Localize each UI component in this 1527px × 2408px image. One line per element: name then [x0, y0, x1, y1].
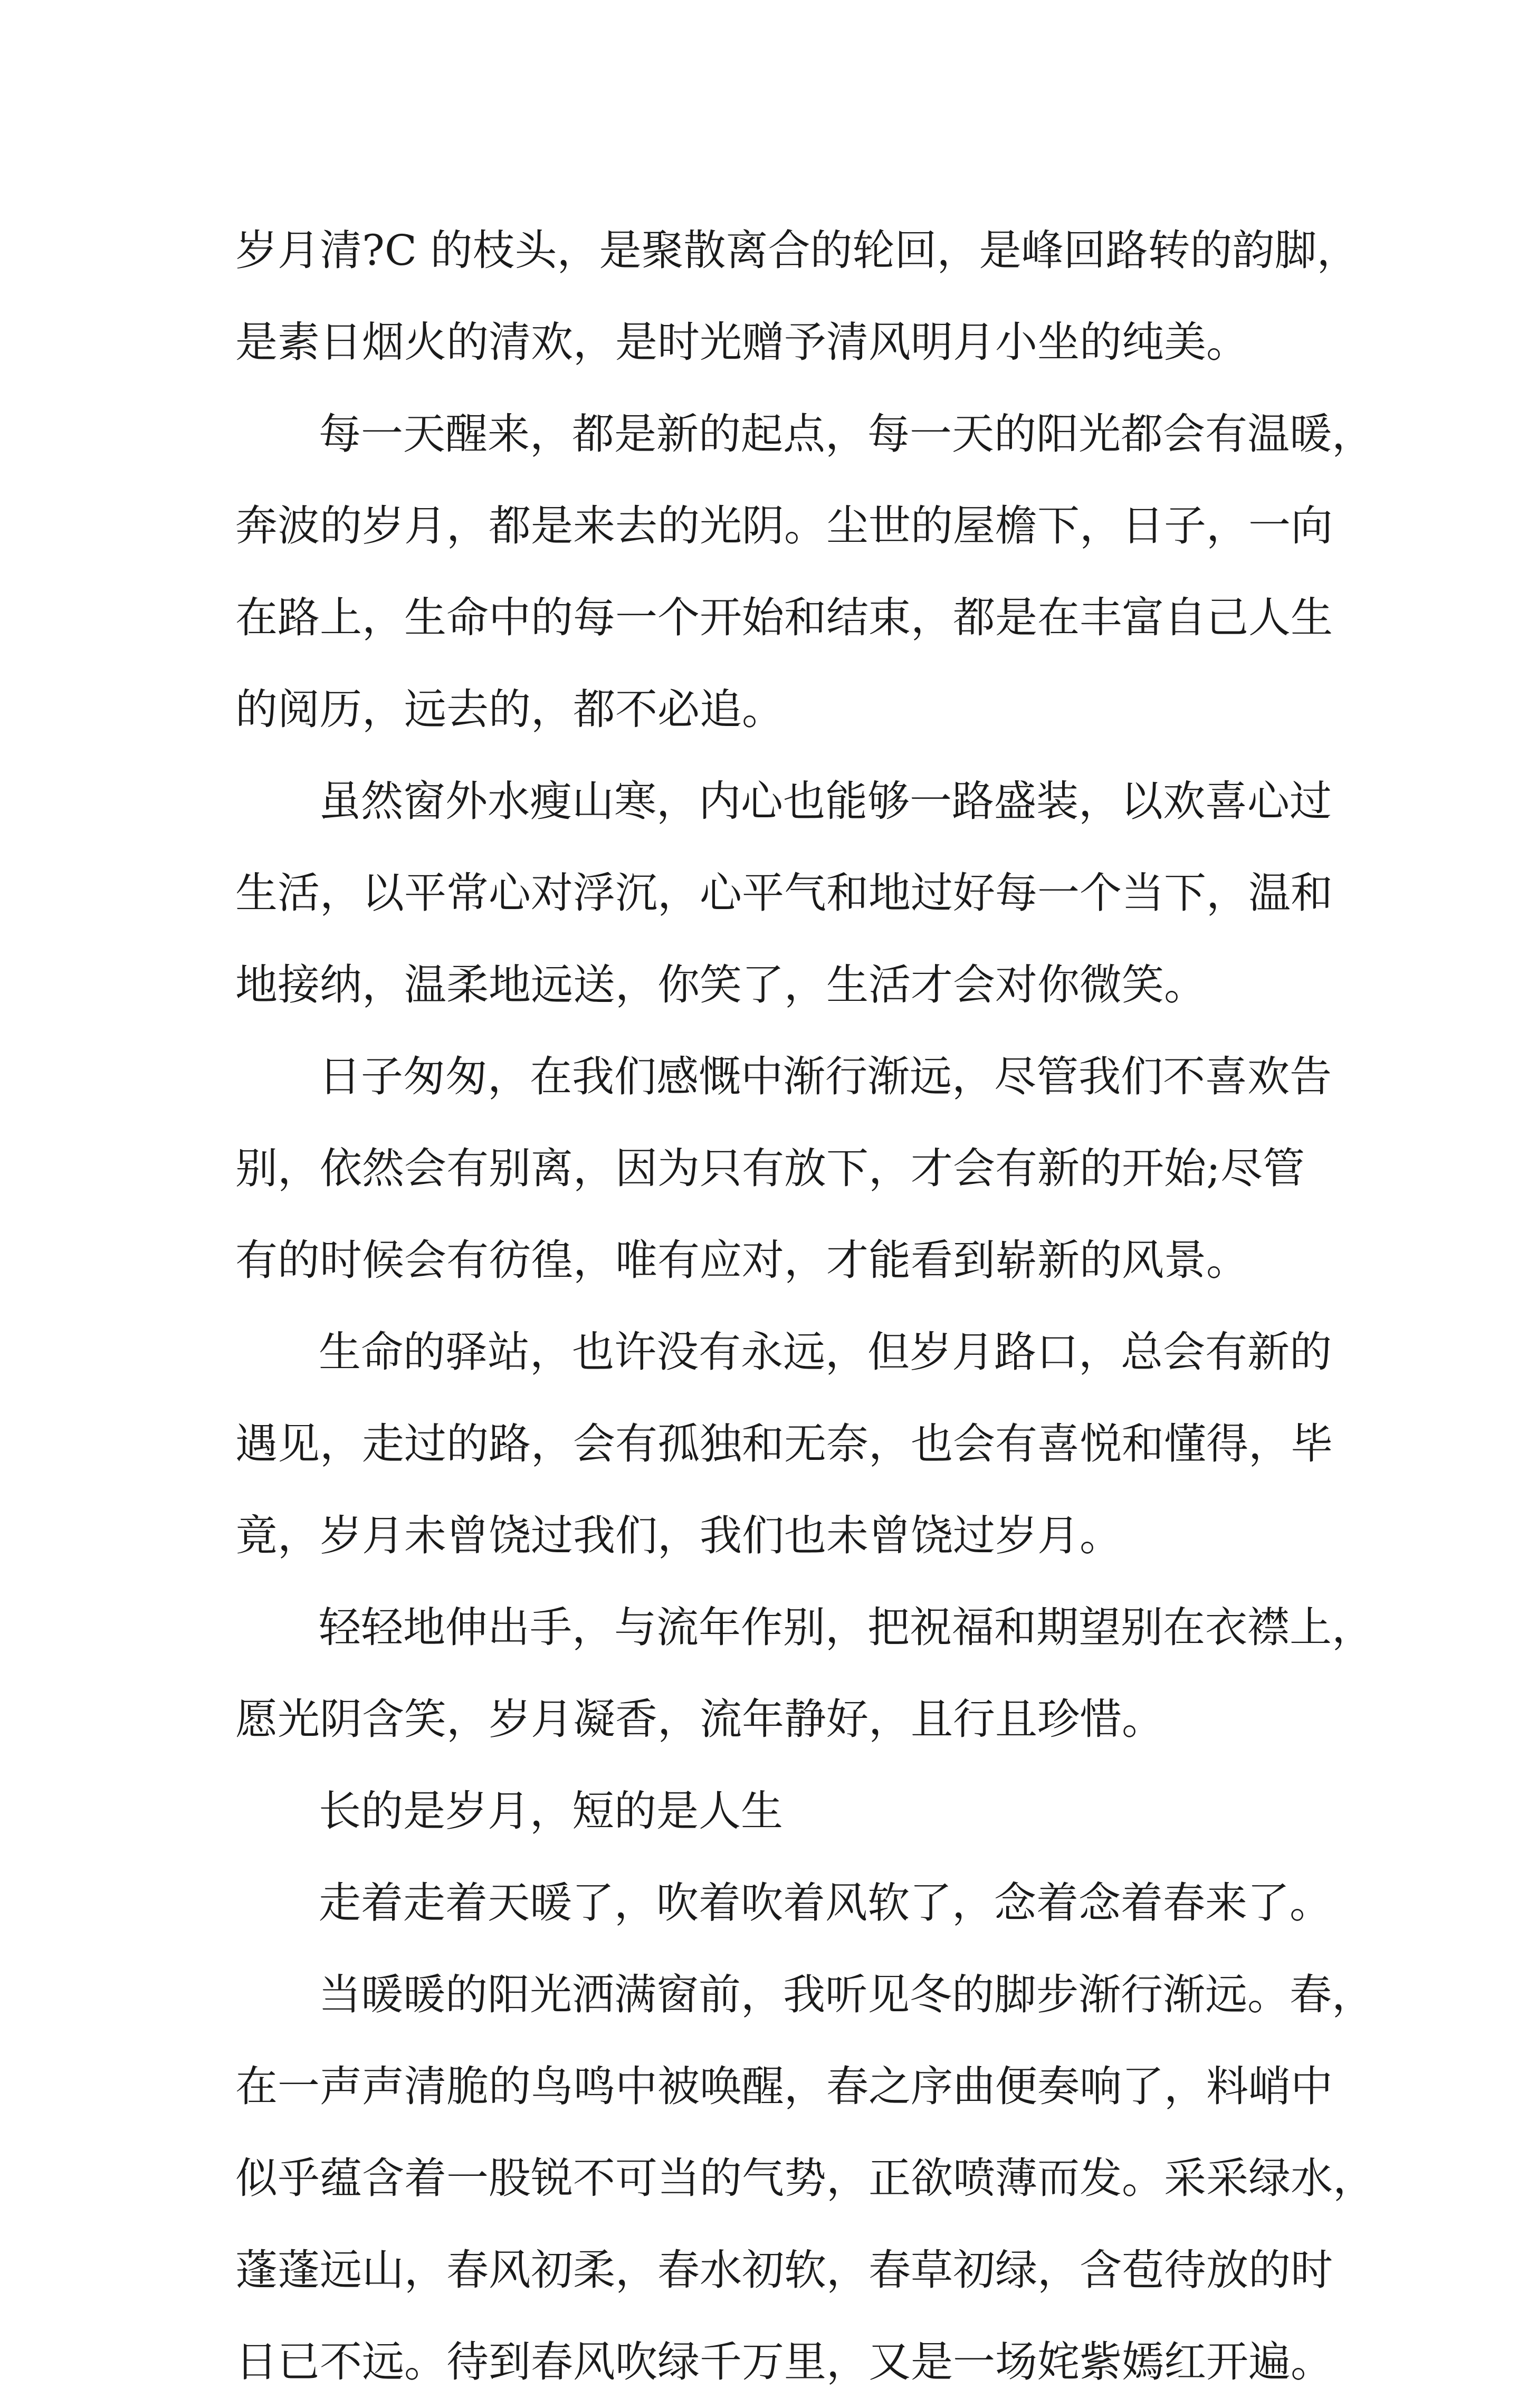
paragraph-start-line: 每一天醒来，都是新的起点，每一天的阳光都会有温暖， — [319, 409, 1374, 458]
section-heading: 长的是岁月，短的是人生 — [319, 1786, 783, 1836]
text-line: 奔波的岁月，都是来去的光阴。尘世的屋檐下，日子，一向 — [235, 501, 1333, 550]
text-line: 遇见，走过的路，会有孤独和无奈，也会有喜悦和懂得，毕 — [235, 1419, 1333, 1468]
text-line: 在路上，生命中的每一个开始和结束，都是在丰富自己人生 — [235, 593, 1333, 642]
text-line: 有的时候会有彷徨，唯有应对，才能看到崭新的风景。 — [235, 1236, 1248, 1285]
text-line: 在一声声清脆的鸟鸣中被唤醒，春之序曲便奏响了，料峭中 — [235, 2062, 1333, 2111]
text-line: 的阅历，远去的，都不必追。 — [235, 685, 784, 734]
body-text — [235, 205, 1375, 2408]
text-line: 似乎蕴含着一股锐不可当的气势，正欲喷薄而发。采采绿水， — [235, 2154, 1375, 2203]
text-line: 别，依然会有别离，因为只有放下，才会有新的开始;尽管 — [235, 1144, 1305, 1193]
text-line: 竟，岁月未曾饶过我们，我们也未曾饶过岁月。 — [235, 1511, 1122, 1560]
text-line: 岁月清?C 的枝头，是聚散离合的轮回，是峰回路转的韵脚， — [235, 226, 1359, 275]
paragraph-start-line: 走着走着天暖了，吹着吹着风软了，念着念着春来了。 — [319, 1878, 1332, 1927]
paragraph-start-line: 当暖暖的阳光洒满窗前，我听见冬的脚步渐行渐远。春， — [319, 1970, 1374, 2019]
paragraph-start-line: 生命的驿站，也许没有永远，但岁月路口，总会有新的 — [319, 1327, 1332, 1377]
text-line: 生活，以平常心对浮沉，心平气和地过好每一个当下，温和 — [235, 868, 1333, 918]
paragraph-start-line: 虽然窗外水瘦山寒，内心也能够一路盛装，以欢喜心过 — [319, 777, 1332, 826]
text-line: 蓬蓬远山，春风初柔，春水初软，春草初绿，含苞待放的时 — [235, 2245, 1333, 2295]
text-line: 日已不远。待到春风吹绿千万里，又是一场姹紫嫣红开遍。 — [235, 2337, 1333, 2386]
text-line: 地接纳，温柔地远送，你笑了，生活才会对你微笑。 — [235, 960, 1206, 1009]
paragraph-start-line: 轻轻地伸出手，与流年作别，把祝福和期望别在衣襟上， — [319, 1603, 1374, 1652]
text-line: 愿光阴含笑，岁月凝香，流年静好，且行且珍惜。 — [235, 1695, 1164, 1744]
text-line: 是素日烟火的清欢，是时光赠予清风明月小坐的纯美。 — [235, 318, 1248, 367]
paragraph-start-line: 日子匆匆，在我们感慨中渐行渐远，尽管我们不喜欢告 — [319, 1052, 1332, 1101]
